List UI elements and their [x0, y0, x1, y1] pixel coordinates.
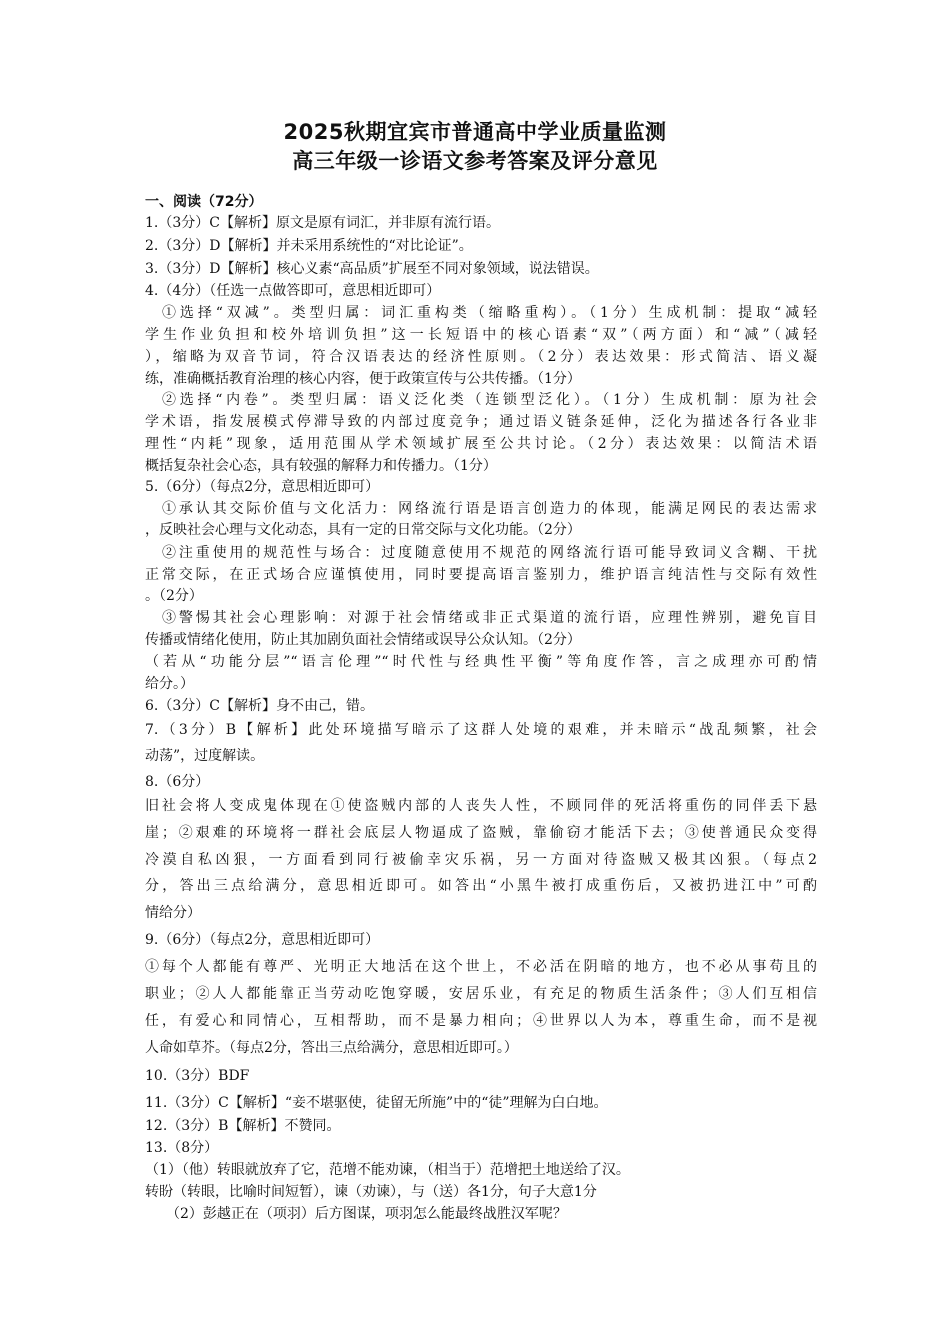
answer-line: 11.（3分）C【解析】“妾不堪驱使，徒留无所施”中的“徒”理解为白白地。: [145, 1095, 608, 1111]
answer-line: 学术语，指发展模式停滞导致的内部过度竞争；通过语义链条延伸，泛化为描述各行各业非: [145, 414, 817, 430]
title-line-2: 高三年级一诊语文参考答案及评分意见: [292, 149, 658, 173]
answer-line: 。（2分）: [145, 588, 203, 604]
answer-line: 任，有爱心和同情心，互相帮助，而不是暴力相向；④世界以人为本，尊重生命，而不是视: [145, 1013, 817, 1029]
answer-line: 概括复杂社会心态，具有较强的解释力和传播力。（1分）: [145, 458, 497, 474]
answer-line: 5.（6分）（每点2分，意思相近即可）: [145, 479, 380, 495]
answer-line: 1.（3分）C【解析】原文是原有词汇，并非原有流行语。: [145, 215, 500, 231]
answer-line: ②注重使用的规范性与场合：过度随意使用不规范的网络流行语可能导致词义含糊、干扰: [162, 545, 817, 561]
answer-line: （若从“功能分层”“语言伦理”“时代性与经典性平衡”等角度作答，言之成理亦可酌情: [145, 654, 817, 670]
answer-line: 冷漠自私凶狠，一方面看到同行被偷幸灾乐祸，另一方面对待盗贼又极其凶狠。（每点2: [145, 852, 817, 868]
title-line-1: 2025秋期宜宾市普通高中学业质量监测: [283, 120, 667, 144]
answer-line: 9.（6分）（每点2分，意思相近即可）: [145, 932, 380, 948]
answer-line: 旧社会将人变成鬼体现在①使盗贼内部的人丧失人性，不顾同伴的死活将重伤的同伴丢下悬: [145, 798, 817, 814]
answer-line: ①选择“双减”。类型归属：词汇重构类（缩略重构）。（1分）生成机制：提取“减轻: [162, 305, 817, 321]
answer-line: 10.（3分）BDF: [145, 1068, 250, 1084]
answer-line: 8.（6分）: [145, 774, 210, 790]
answer-line: 学生作业负担和校外培训负担”这一长短语中的核心语素“双”（两方面）和“减”（减轻: [145, 327, 817, 343]
answer-line: 6.（3分）C【解析】身不由己，错。: [145, 698, 374, 714]
answer-line: 人命如草芥。（每点2分，答出三点给满分，意思相近即可。）: [145, 1040, 518, 1056]
answer-line: 职业；②人人都能靠正当劳动吃饱穿暖，安居乐业，有充足的物质生活条件；③人们互相信: [145, 986, 817, 1002]
answer-line: ①承认其交际价值与文化活力：网络流行语是语言创造力的体现，能满足网民的表达需求: [162, 501, 817, 517]
answer-line: 4.（4分）（任选一点做答即可，意思相近即可）: [145, 283, 441, 299]
answer-line: 正常交际，在正式场合应谨慎使用，同时要提高语言鉴别力，维护语言纯洁性与交际有效性: [145, 567, 817, 583]
answer-line: 转盼（转眼，比喻时间短暂），谏（劝谏），与（送）各1分，句子大意1分: [145, 1184, 597, 1200]
section-heading: 一、阅读（72分）: [145, 194, 263, 210]
answer-line: 7.（3分）B【解析】此处环境描写暗示了这群人处境的艰难，并未暗示“战乱频繁，社会: [145, 722, 817, 738]
answer-line: 3.（3分）D【解析】核心义素“高品质”扩展至不同对象领域，说法错误。: [145, 261, 599, 277]
answer-line: 13.（8分）: [145, 1140, 219, 1156]
answer-line: ②选择“内卷”。类型归属：语义泛化类（连锁型泛化）。（1分）生成机制：原为社会: [162, 392, 817, 408]
answer-line: （1）（他）转眼就放弃了它，范增不能劝谏，（相当于）范增把土地送给了汉。: [145, 1162, 630, 1178]
answer-line: ），缩略为双音节词，符合汉语表达的经济性原则。（2分）表达效果：形式简洁、语义凝: [145, 349, 817, 365]
answer-line: 动荡”，过度解读。: [145, 748, 265, 764]
answer-line: 情给分）: [145, 905, 201, 921]
answer-line: 崖；②艰难的环境将一群社会底层人物逼成了盗贼，靠偷窃才能活下去；③使普通民众变得: [145, 825, 817, 841]
answer-line: 2.（3分）D【解析】并未采用系统性的“对比论证”。: [145, 238, 473, 254]
answer-line: ，反映社会心理与文化动态，具有一定的日常交际与文化功能。（2分）: [145, 522, 581, 538]
answer-line: 传播或情绪化使用，防止其加剧负面社会情绪或误导公众认知。（2分）: [145, 632, 581, 648]
answer-line: 练，准确概括教育治理的核心内容，便于政策宣传与公共传播。（1分）: [145, 371, 581, 387]
answer-line: 分，答出三点给满分，意思相近即可。如答出“小黑牛被打成重伤后，又被扔进江中”可酌: [145, 878, 817, 894]
answer-line: 12.（3分）B【解析】不赞同。: [145, 1118, 341, 1134]
answer-line: ①每个人都能有尊严、光明正大地活在这个世上，不必活在阴暗的地方，也不必从事苟且的: [145, 959, 817, 975]
answer-line: 理性“内耗”现象，适用范围从学术领域扩展至公共讨论。（2分）表达效果：以简洁术语: [145, 436, 817, 452]
answer-line: 给分。）: [145, 676, 194, 692]
answer-line: ③警惕其社会心理影响：对源于社会情绪或非正式渠道的流行语，应理性辨别，避免盲目: [162, 610, 817, 626]
answer-line: （2）彭越正在（项羽）后方图谋，项羽怎么能最终战胜汉军呢？: [166, 1206, 567, 1222]
